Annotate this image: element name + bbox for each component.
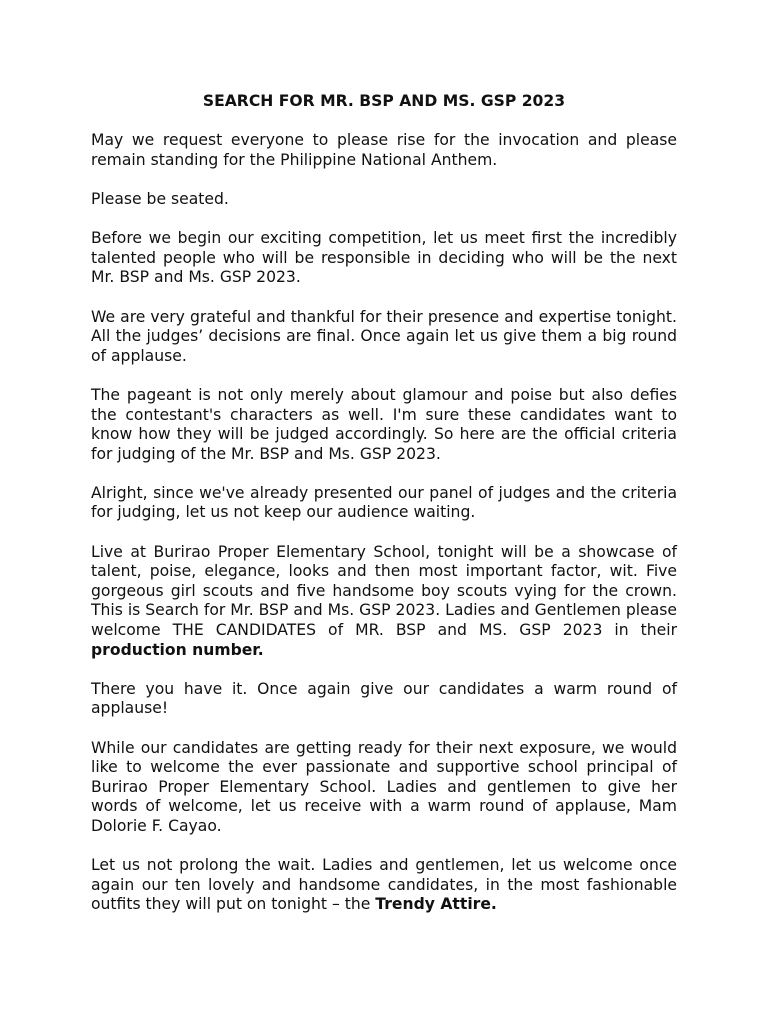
paragraph-production-number-text: Live at Burirao Proper Elementary School, tonight will be a showcase of talent, poise, elegance, looks and then most important factor, wit. Five gorgeous girl scouts and five handsome boy scouts vying for the crown. This is Search for Mr. BSP and Ms. GSP 2023. Ladies and Gentlemen please welcome THE CANDIDATES of MR. BSP and MS. GSP 2023 in their xyxy=(91,542,677,640)
paragraph-criteria: The pageant is not only merely about glamour and poise but also defies the contestant's characters as well. I'm sure these candidates want to know how they will be judged accordingly. So here are the official criteria for judging of the Mr. BSP and Ms. GSP 2023. xyxy=(91,385,677,463)
paragraph-production-number xyxy=(91,543,677,661)
paragraph-invocation: May we request everyone to please rise for the invocation and please remain standing for the Philippine National Anthem. xyxy=(91,131,677,169)
trendy-attire-emphasis: Trendy Attire. xyxy=(375,895,497,914)
paragraph-be-seated: Please be seated. xyxy=(91,189,229,208)
paragraph-trendy-attire-text: Let us not prolong the wait. Ladies and gentlemen, let us welcome once again our ten lovely and handsome candidates, in the most fashionable outfits they will put on tonight – the xyxy=(91,856,677,914)
paragraph-principal-welcome: While our candidates are getting ready for their next exposure, we would like to welcome the ever passionate and supportive school principal of Burirao Proper Elementary School. Ladies and gentlemen to give her words of welcome, let us receive with a warm round of applause, Mam Dolorie F. Cayao. xyxy=(91,738,677,835)
production-number-emphasis: production number. xyxy=(91,640,264,659)
document-title: SEARCH FOR MR. BSP AND MS. GSP 2023 xyxy=(202,92,566,110)
paragraph-transition: Alright, since we've already presented our panel of judges and the criteria for judging, let us not keep our audience waiting. xyxy=(91,483,677,522)
paragraph-trendy-attire xyxy=(91,856,677,915)
paragraph-judges-intro: Before we begin our exciting competition, let us meet first the incredibly talented people who will be responsible in deciding who will be the next Mr. BSP and Ms. GSP 2023. xyxy=(91,229,677,287)
paragraph-applause: There you have it. Once again give our candidates a warm round of applause! xyxy=(91,679,677,718)
document-page xyxy=(91,92,677,935)
paragraph-judges-thanks: We are very grateful and thankful for their presence and expertise tonight. All the judges’ decisions are final. Once again let us give them a big round of applause. xyxy=(91,307,677,365)
